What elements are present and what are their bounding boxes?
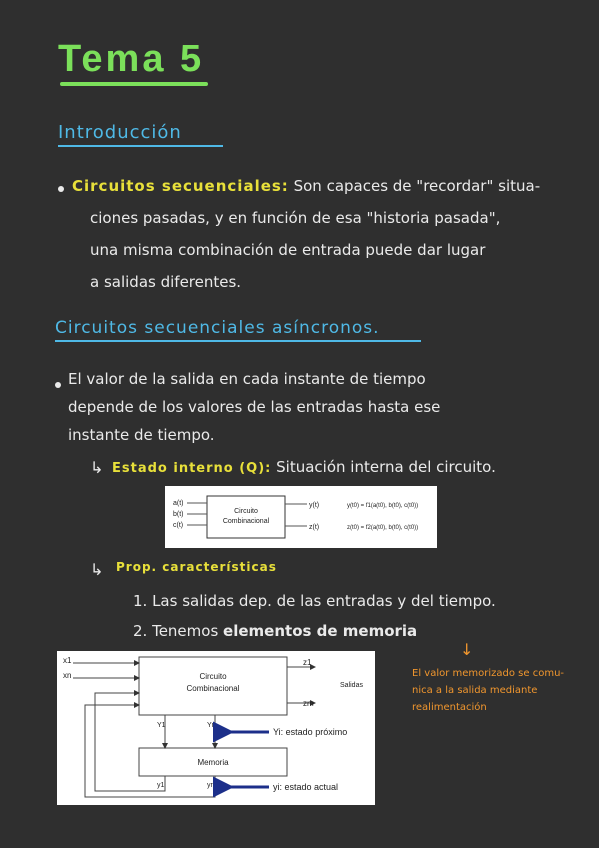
asinc-line-3: instante de tiempo. (68, 426, 215, 444)
bullet-circuitos-secuenciales (72, 170, 592, 298)
heading-underline (55, 340, 421, 342)
note-line-1: El valor memorizado se comu- (412, 668, 565, 679)
asinc-line-1: El valor de la salida en cada instante de tiempo (68, 370, 426, 388)
d1-equation-z: z(t0) = f2(a(t0), b(t0), c(t0)) (347, 525, 419, 531)
bullet-dot (58, 186, 64, 192)
heading-underline (58, 145, 223, 147)
d1-box-line-2: Combinacional (222, 518, 270, 525)
bullet-dot (55, 382, 61, 388)
d2-box-line-2: Combinacional (186, 684, 240, 693)
d1-input-b: b(t) (173, 511, 184, 518)
d1-output-y: y(t) (309, 502, 320, 509)
d1-input-c: c(t) (173, 522, 184, 529)
d2-Y1: Y1 (157, 722, 166, 729)
diagram-secuencial-asincrono (57, 651, 375, 805)
arrow-down-icon: ↓ (460, 640, 474, 659)
arrow-icon: ↳ (90, 560, 104, 579)
prop-item-1: 1. Las salidas dep. de las entradas y del tiempo. (133, 592, 496, 610)
intro-text-line-1: Son capaces de "recordar" situa- (293, 177, 541, 195)
section-heading-asincronos: Circuitos secuenciales asíncronos. (55, 318, 380, 338)
prop-item-2 (133, 616, 417, 646)
d2-yr: yr (207, 782, 213, 789)
bullet-asincronos (68, 365, 588, 449)
arrow-icon: ↳ (90, 458, 104, 477)
note-line-3: realimentación (412, 702, 487, 713)
d2-input-xn: xn (63, 671, 72, 680)
d2-input-x1: x1 (63, 656, 72, 665)
page-title: Tema 5 (58, 38, 205, 80)
diagram-combinacional-simple (165, 486, 437, 548)
d2-output-z1: z1 (303, 658, 312, 667)
d1-output-z: z(t) (309, 524, 320, 531)
prop-item-2-text: 2. Tenemos (133, 622, 219, 640)
diagram-1-svg (165, 486, 437, 548)
asinc-line-2: depende de los valores de las entradas hasta ese (68, 398, 441, 416)
d1-box-line-1: Circuito (234, 508, 258, 515)
realimentacion-note (412, 665, 592, 716)
d2-y1: y1 (157, 782, 165, 789)
estado-interno-line (112, 452, 496, 484)
prop-caracteristicas-label: Prop. características (116, 560, 277, 574)
diagram-2-svg (57, 651, 375, 805)
prop-item-2-emphasis: elementos de memoria (223, 622, 418, 640)
intro-text-line-3: una misma combinación de entrada puede dar lugar (90, 241, 486, 259)
intro-text-line-4: a salidas diferentes. (90, 273, 242, 291)
d2-box-line-1: Circuito (199, 672, 227, 681)
intro-text-line-2: ciones pasadas, y en función de esa "historia pasada", (90, 209, 501, 227)
d2-Yr: Yr (207, 722, 214, 729)
section-heading-introduccion: Introducción (58, 122, 182, 143)
d1-input-a: a(t) (173, 500, 184, 507)
d2-salidas-label: Salidas (340, 682, 363, 689)
note-line-2: nica a la salida mediante (412, 685, 538, 696)
term-circuitos-secuenciales: Circuitos secuenciales: (72, 177, 289, 195)
d2-legend-next: Yi: estado próximo (273, 727, 348, 737)
d2-legend-curr: yi: estado actual (273, 782, 339, 792)
d1-equation-y: y(t0) = f1(a(t0), b(t0), c(t0)) (347, 503, 419, 509)
estado-interno-text: Situación interna del circuito. (276, 458, 496, 476)
d2-output-zm: zm (303, 699, 314, 708)
d2-memoria-label: Memoria (197, 758, 229, 767)
title-underline (60, 82, 208, 86)
estado-interno-label: Estado interno (Q): (112, 461, 272, 476)
